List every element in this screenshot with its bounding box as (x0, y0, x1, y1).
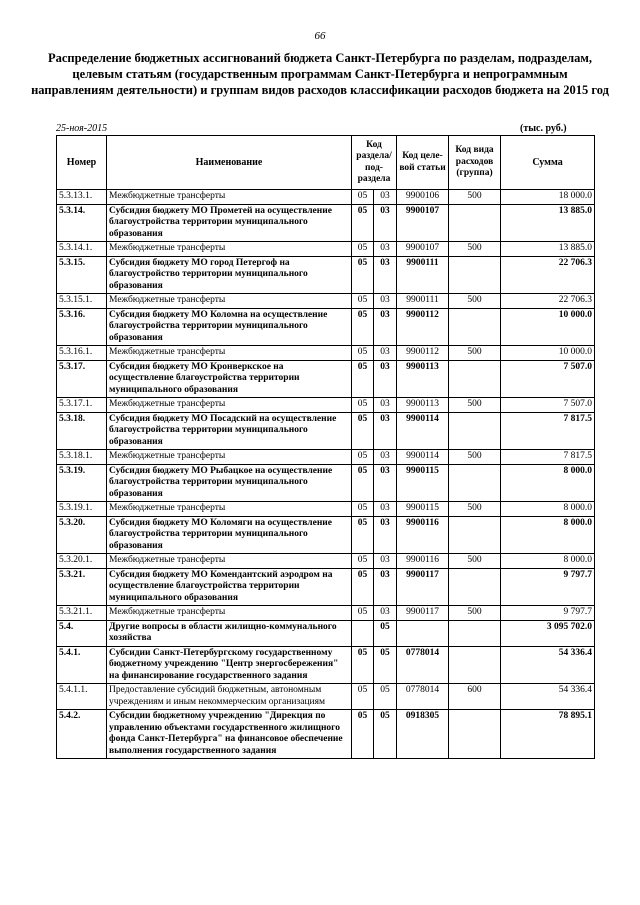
row-number: 5.3.17. (57, 360, 107, 398)
document-title: Распределение бюджетных ассигнований бюджета Санкт-Петербурга по разделам, подразделам, целевым статьям (государственным программам Санкт-Петербурга и непрограммным направлениям деятельности) и группам видов расходов классификации расходов бюджета на 2015 год (31, 51, 609, 97)
row-name: Субсидия бюджету МО Коломяги на осуществление благоустройства территории муниципального образования (107, 516, 352, 554)
row-number: 5.3.19.1. (57, 502, 107, 517)
table-row (57, 620, 595, 646)
table-row (57, 204, 595, 242)
row-sum: 22 706.3 (501, 294, 595, 309)
table-row (57, 502, 595, 517)
table-row (57, 710, 595, 759)
row-section-code: 05 (352, 464, 374, 502)
row-number: 5.3.20. (57, 516, 107, 554)
row-subsection-code: 03 (374, 606, 397, 621)
header-sum: Сумма (501, 136, 595, 190)
row-target-code: 0918305 (397, 710, 449, 759)
row-expense-type: 500 (449, 450, 501, 465)
row-sum: 7 817.5 (501, 412, 595, 450)
row-section-code: 05 (352, 294, 374, 309)
budget-table (56, 135, 595, 759)
row-name: Межбюджетные трансферты (107, 450, 352, 465)
row-section-code: 05 (352, 360, 374, 398)
row-name: Межбюджетные трансферты (107, 502, 352, 517)
table-header-row (57, 136, 595, 190)
row-expense-type (449, 308, 501, 346)
row-sum: 8 000.0 (501, 464, 595, 502)
table-row (57, 412, 595, 450)
row-subsection-code: 05 (374, 710, 397, 759)
table-row (57, 568, 595, 606)
row-target-code: 0778014 (397, 646, 449, 684)
table-row (57, 294, 595, 309)
page-number: 66 (314, 30, 326, 42)
header-target-code: Код целе- вой статьи (397, 136, 449, 190)
table-row (57, 242, 595, 257)
row-name: Межбюджетные трансферты (107, 294, 352, 309)
table-row (57, 346, 595, 361)
row-section-code: 05 (352, 554, 374, 569)
row-expense-type (449, 646, 501, 684)
row-section-code: 05 (352, 450, 374, 465)
row-target-code: 9900115 (397, 502, 449, 517)
row-target-code: 9900113 (397, 360, 449, 398)
row-target-code (397, 620, 449, 646)
row-sum: 54 336.4 (501, 646, 595, 684)
table-row (57, 256, 595, 294)
row-number: 5.3.17.1. (57, 398, 107, 413)
header-section-code: Код раздела/ под- раздела (352, 136, 397, 190)
row-section-code: 05 (352, 412, 374, 450)
row-expense-type: 500 (449, 190, 501, 205)
row-target-code: 0778014 (397, 684, 449, 710)
row-name: Субсидии бюджетному учреждению "Дирекция по управлению объектами государственного жилищного фонда Санкт-Петербурга" на финансовое обеспечение выполнения государственного задания (107, 710, 352, 759)
currency-unit: (тыс. руб.) (520, 123, 567, 134)
row-section-code: 05 (352, 242, 374, 257)
row-target-code: 9900113 (397, 398, 449, 413)
row-section-code: 05 (352, 190, 374, 205)
document-date: 25-ноя-2015 (56, 123, 108, 134)
row-expense-type (449, 516, 501, 554)
row-number: 5.3.20.1. (57, 554, 107, 569)
row-subsection-code: 03 (374, 346, 397, 361)
row-subsection-code: 03 (374, 294, 397, 309)
row-expense-type: 500 (449, 294, 501, 309)
row-name: Субсидия бюджету МО город Петергоф на благоустройство территории муниципального образования (107, 256, 352, 294)
row-expense-type: 500 (449, 554, 501, 569)
row-name: Субсидия бюджету МО Комендантский аэродром на осуществление благоустройства территории муниципального образования (107, 568, 352, 606)
row-sum: 54 336.4 (501, 684, 595, 710)
row-expense-type: 500 (449, 242, 501, 257)
row-sum: 7 507.0 (501, 398, 595, 413)
row-subsection-code: 03 (374, 360, 397, 398)
row-target-code: 9900117 (397, 568, 449, 606)
row-section-code: 05 (352, 256, 374, 294)
row-name: Субсидия бюджету МО Коломна на осуществление благоустройства территории муниципального образования (107, 308, 352, 346)
row-number: 5.3.15. (57, 256, 107, 294)
row-expense-type: 500 (449, 346, 501, 361)
table-row (57, 398, 595, 413)
row-name: Субсидии Санкт-Петербургскому государственному бюджетному учреждению "Центр энергосбережения" на финансирование государственного задания (107, 646, 352, 684)
row-number: 5.3.13.1. (57, 190, 107, 205)
row-sum: 7 817.5 (501, 450, 595, 465)
row-subsection-code: 03 (374, 450, 397, 465)
row-section-code: 05 (352, 516, 374, 554)
row-name: Межбюджетные трансферты (107, 398, 352, 413)
row-subsection-code: 03 (374, 568, 397, 606)
row-expense-type: 600 (449, 684, 501, 710)
row-number: 5.4.1.1. (57, 684, 107, 710)
row-name: Межбюджетные трансферты (107, 606, 352, 621)
row-target-code: 9900112 (397, 308, 449, 346)
row-subsection-code: 03 (374, 502, 397, 517)
row-number: 5.3.15.1. (57, 294, 107, 309)
row-sum: 8 000.0 (501, 516, 595, 554)
row-section-code: 05 (352, 398, 374, 413)
row-number: 5.3.18.1. (57, 450, 107, 465)
row-section-code: 05 (352, 646, 374, 684)
row-section-code (352, 620, 374, 646)
row-subsection-code: 03 (374, 308, 397, 346)
row-number: 5.3.14. (57, 204, 107, 242)
row-expense-type (449, 412, 501, 450)
row-target-code: 9900117 (397, 606, 449, 621)
row-number: 5.3.18. (57, 412, 107, 450)
row-section-code: 05 (352, 308, 374, 346)
row-name: Межбюджетные трансферты (107, 242, 352, 257)
row-name: Предоставление субсидий бюджетным, автономным учреждениям и иным некоммерческим организациям (107, 684, 352, 710)
row-subsection-code: 05 (374, 684, 397, 710)
row-sum: 22 706.3 (501, 256, 595, 294)
row-target-code: 9900106 (397, 190, 449, 205)
row-expense-type (449, 256, 501, 294)
row-sum: 8 000.0 (501, 554, 595, 569)
row-section-code: 05 (352, 204, 374, 242)
row-name: Субсидия бюджету МО Посадский на осуществление благоустройства территории муниципального образования (107, 412, 352, 450)
table-row (57, 684, 595, 710)
row-sum: 10 000.0 (501, 308, 595, 346)
row-number: 5.3.21. (57, 568, 107, 606)
row-subsection-code: 03 (374, 190, 397, 205)
row-sum: 13 885.0 (501, 204, 595, 242)
row-expense-type: 500 (449, 502, 501, 517)
table-row (57, 308, 595, 346)
row-sum: 3 095 702.0 (501, 620, 595, 646)
row-name: Субсидия бюджету МО Кронверкское на осуществление благоустройства территории муниципального образования (107, 360, 352, 398)
row-name: Другие вопросы в области жилищно-коммунального хозяйства (107, 620, 352, 646)
row-target-code: 9900107 (397, 204, 449, 242)
row-number: 5.3.14.1. (57, 242, 107, 257)
row-subsection-code: 03 (374, 516, 397, 554)
row-section-code: 05 (352, 346, 374, 361)
row-target-code: 9900107 (397, 242, 449, 257)
header-number: Номер (57, 136, 107, 190)
row-expense-type (449, 204, 501, 242)
row-name: Субсидия бюджету МО Прометей на осуществление благоустройства территории муниципального образования (107, 204, 352, 242)
row-sum: 9 797.7 (501, 568, 595, 606)
row-number: 5.4.2. (57, 710, 107, 759)
row-section-code: 05 (352, 568, 374, 606)
table-row (57, 190, 595, 205)
row-sum: 13 885.0 (501, 242, 595, 257)
row-section-code: 05 (352, 684, 374, 710)
row-target-code: 9900111 (397, 294, 449, 309)
row-section-code: 05 (352, 710, 374, 759)
row-target-code: 9900112 (397, 346, 449, 361)
row-sum: 9 797.7 (501, 606, 595, 621)
row-target-code: 9900111 (397, 256, 449, 294)
table-row (57, 516, 595, 554)
row-number: 5.3.16. (57, 308, 107, 346)
row-sum: 18 000.0 (501, 190, 595, 205)
row-number: 5.3.16.1. (57, 346, 107, 361)
row-subsection-code: 03 (374, 412, 397, 450)
row-subsection-code: 03 (374, 398, 397, 413)
row-subsection-code: 03 (374, 256, 397, 294)
row-sum: 7 507.0 (501, 360, 595, 398)
row-expense-type (449, 568, 501, 606)
row-expense-type: 500 (449, 606, 501, 621)
row-sum: 8 000.0 (501, 502, 595, 517)
table-row (57, 606, 595, 621)
row-name: Межбюджетные трансферты (107, 554, 352, 569)
row-subsection-code: 03 (374, 464, 397, 502)
row-name: Субсидия бюджету МО Рыбацкое на осуществление благоустройства территории муниципального образования (107, 464, 352, 502)
row-number: 5.4.1. (57, 646, 107, 684)
row-target-code: 9900116 (397, 516, 449, 554)
header-name: Наименование (107, 136, 352, 190)
row-target-code: 9900115 (397, 464, 449, 502)
row-expense-type: 500 (449, 398, 501, 413)
row-sum: 78 895.1 (501, 710, 595, 759)
row-name: Межбюджетные трансферты (107, 346, 352, 361)
row-expense-type (449, 710, 501, 759)
row-subsection-code: 05 (374, 620, 397, 646)
table-row (57, 450, 595, 465)
row-section-code: 05 (352, 502, 374, 517)
row-section-code: 05 (352, 606, 374, 621)
row-subsection-code: 03 (374, 554, 397, 569)
table-row (57, 646, 595, 684)
header-expense-type: Код вида расходов (группа) (449, 136, 501, 190)
row-target-code: 9900116 (397, 554, 449, 569)
row-expense-type (449, 620, 501, 646)
row-name: Межбюджетные трансферты (107, 190, 352, 205)
table-row (57, 554, 595, 569)
row-subsection-code: 03 (374, 242, 397, 257)
row-number: 5.3.21.1. (57, 606, 107, 621)
row-target-code: 9900114 (397, 412, 449, 450)
row-subsection-code: 05 (374, 646, 397, 684)
row-target-code: 9900114 (397, 450, 449, 465)
row-subsection-code: 03 (374, 204, 397, 242)
row-number: 5.4. (57, 620, 107, 646)
row-number: 5.3.19. (57, 464, 107, 502)
table-row (57, 464, 595, 502)
row-sum: 10 000.0 (501, 346, 595, 361)
row-expense-type (449, 464, 501, 502)
table-row (57, 360, 595, 398)
row-expense-type (449, 360, 501, 398)
